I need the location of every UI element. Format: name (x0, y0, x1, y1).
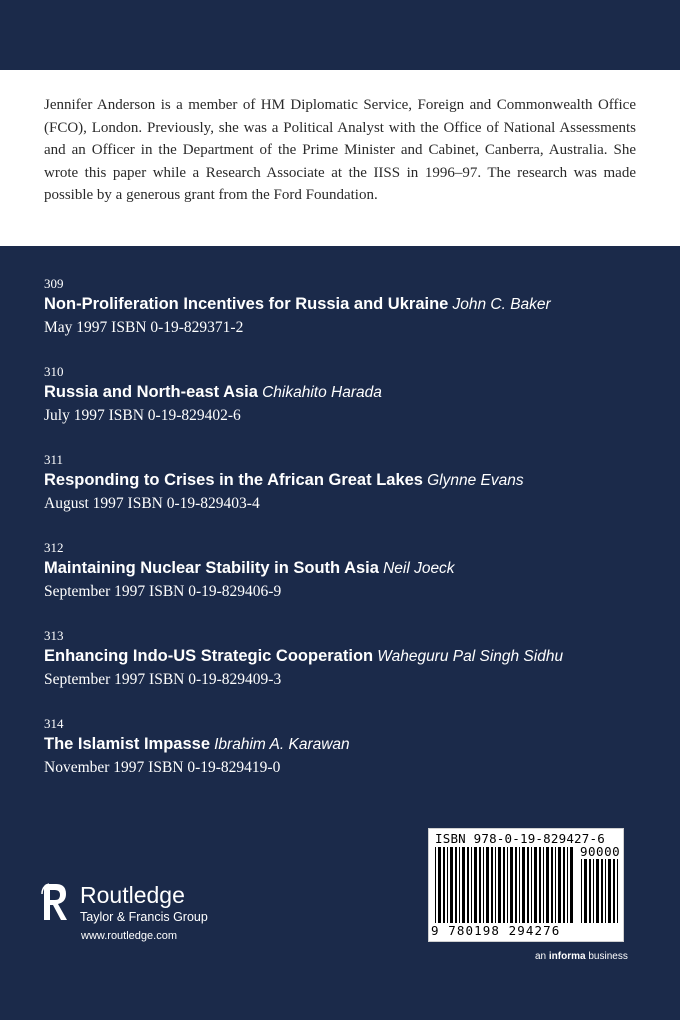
barcode-bar (567, 847, 568, 923)
barcode-bar (522, 847, 525, 923)
barcode-bar (584, 859, 587, 923)
series-number: 314 (44, 716, 64, 731)
barcode-bar (435, 847, 436, 923)
barcode-bar (539, 847, 541, 923)
barcode-bar (510, 847, 513, 923)
barcode-bar (462, 847, 465, 923)
publisher-name: Routledge (80, 882, 185, 908)
barcode-bar (459, 847, 460, 923)
barcode-bar (596, 859, 599, 923)
book-publication-info: September 1997 ISBN 0-19-829406-9 (44, 583, 282, 600)
barcode-bar (534, 847, 537, 923)
barcode-bar (515, 847, 517, 923)
author-bio-panel (0, 70, 680, 246)
barcode-bar (601, 859, 603, 923)
barcode-bar (543, 847, 544, 923)
barcode-bar (581, 859, 582, 923)
book-author: Waheguru Pal Singh Sidhu (377, 648, 564, 665)
routledge-vertical-wordmark (31, 925, 43, 935)
barcode-bar (443, 847, 445, 923)
barcode-bar (455, 847, 457, 923)
barcode-bar (483, 847, 484, 923)
series-entry (44, 628, 644, 716)
informa-tagline: an informa business (535, 951, 628, 962)
series-number: 313 (44, 628, 64, 643)
barcode-bar (558, 847, 561, 923)
barcode-bar (486, 847, 489, 923)
publisher-url: www.routledge.com (81, 930, 177, 942)
series-entry (44, 364, 644, 452)
barcode-bar (498, 847, 501, 923)
book-title: Russia and North-east Asia (44, 383, 258, 401)
price-bars (581, 859, 621, 923)
barcode-bar (563, 847, 565, 923)
barcode-bar (450, 847, 453, 923)
book-publication-info: August 1997 ISBN 0-19-829403-4 (44, 495, 260, 512)
barcode-bar (495, 847, 496, 923)
book-author: Ibrahim A. Karawan (214, 736, 350, 753)
isbn-barcode (428, 828, 624, 942)
barcode-bar (551, 847, 553, 923)
book-publication-info: September 1997 ISBN 0-19-829409-3 (44, 671, 282, 688)
barcode-bar (608, 859, 611, 923)
ean-digits: 9 780198 294276 (431, 923, 561, 938)
barcode-bar (474, 847, 477, 923)
series-number: 311 (44, 452, 64, 467)
barcode-bar (546, 847, 549, 923)
book-publication-info: July 1997 ISBN 0-19-829402-6 (44, 407, 241, 424)
ean-bars (435, 847, 577, 923)
barcode-bar (605, 859, 606, 923)
book-title: Responding to Crises in the African Great Lakes (44, 471, 423, 489)
barcode-bar (527, 847, 529, 923)
author-bio-text: Jennifer Anderson is a member of HM Diplomatic Service, Foreign and Commonwealth Office (FCO), London. Previously, she was a Political Analyst with the Office of National Assessments and an Officer in the Department of the Prime Minister and Cabinet, Canberra, Australia. She wrote this paper while a Research Associate at the IISS in 1996–97. The research was made possible by a generous grant from the Ford Foundation. (44, 97, 636, 204)
publisher-brand (80, 882, 208, 925)
barcode-bar (555, 847, 556, 923)
barcode-bar (479, 847, 481, 923)
barcode-bar (503, 847, 505, 923)
book-title: Maintaining Nuclear Stability in South Asia (44, 559, 379, 577)
publisher-group: Taylor & Francis Group (80, 910, 208, 924)
book-author: Neil Joeck (383, 560, 455, 577)
book-author: Glynne Evans (427, 472, 524, 489)
barcode-bar (531, 847, 532, 923)
book-author: John C. Baker (452, 296, 551, 313)
barcode-bar (507, 847, 508, 923)
barcode-bar (447, 847, 448, 923)
series-list (44, 276, 644, 804)
barcode-bar (471, 847, 472, 923)
barcode-bar (613, 859, 615, 923)
barcode-bar (589, 859, 591, 923)
series-entry (44, 716, 644, 804)
barcode-bar (617, 859, 618, 923)
series-entry (44, 452, 644, 540)
barcode-bar (593, 859, 594, 923)
series-number: 309 (44, 276, 64, 291)
routledge-r-icon (40, 882, 70, 922)
barcode-bar (438, 847, 441, 923)
isbn-label: ISBN 978-0-19-829427-6 (435, 831, 605, 846)
book-publication-info: November 1997 ISBN 0-19-829419-0 (44, 759, 281, 776)
book-title: Non-Proliferation Incentives for Russia and Ukraine (44, 295, 449, 313)
book-title: Enhancing Indo-US Strategic Cooperation (44, 647, 374, 665)
barcode-bar (519, 847, 520, 923)
series-entry (44, 276, 644, 364)
series-number: 310 (44, 364, 64, 379)
barcode-bar (491, 847, 493, 923)
book-publication-info: May 1997 ISBN 0-19-829371-2 (44, 319, 244, 336)
book-author: Chikahito Harada (262, 384, 382, 401)
series-number: 312 (44, 540, 64, 555)
price-code: 90000 (580, 844, 621, 859)
series-entry (44, 540, 644, 628)
book-title: The Islamist Impasse (44, 735, 210, 753)
barcode-bar (467, 847, 469, 923)
informa-brand: informa (548, 951, 586, 962)
barcode-bar (570, 847, 573, 923)
